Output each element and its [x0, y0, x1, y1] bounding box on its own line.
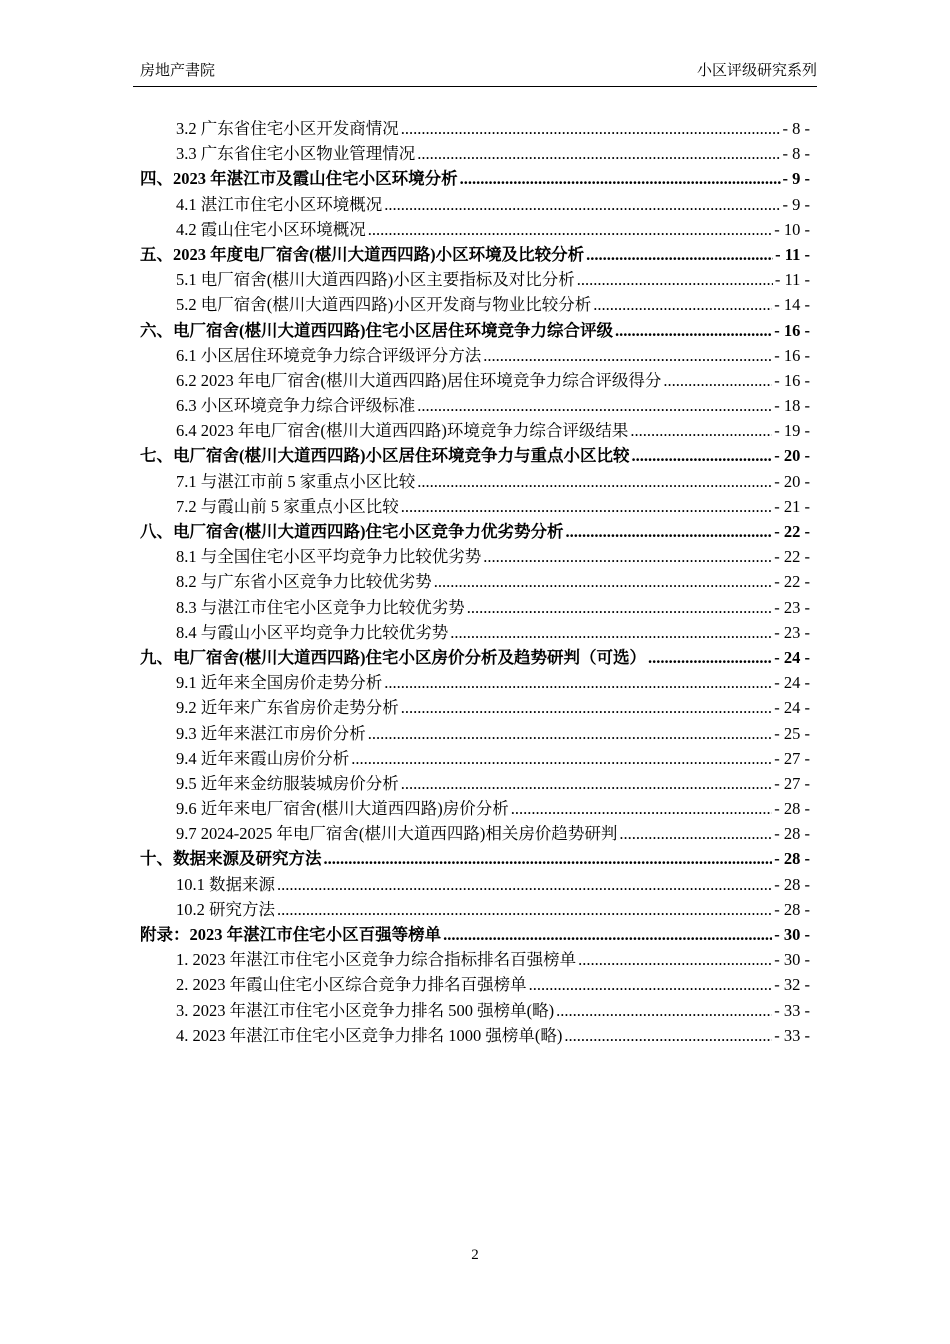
toc-dot-leader — [663, 368, 772, 393]
toc-entry[interactable] — [140, 569, 810, 594]
toc-entry-page: - 27 - — [774, 773, 810, 793]
toc-entry-text: 九、电厂宿舍(椹川大道西四路)住宅小区房价分析及趋势研判（可选） — [140, 647, 646, 667]
toc-dot-leader — [483, 343, 772, 368]
toc-entry[interactable] — [140, 544, 810, 569]
toc-entry-page: - 16 - — [774, 320, 810, 340]
toc-entry-text: 9.7 2024-2025 年电厂宿舍(椹川大道西四路)相关房价趋势研判 — [176, 824, 618, 844]
toc-dot-leader — [615, 318, 772, 343]
toc-entry-text: 9.5 近年来金纺服装城房价分析 — [176, 773, 399, 793]
toc-dot-leader — [460, 166, 781, 191]
toc-dot-leader — [401, 771, 773, 796]
toc-entry-page: - 33 - — [774, 1000, 810, 1020]
toc-entry[interactable] — [140, 242, 810, 267]
toc-entry-page: - 23 - — [774, 622, 810, 642]
toc-entry-text: 9.4 近年来霞山房价分析 — [176, 748, 350, 768]
toc-entry-page: - 24 - — [774, 698, 810, 718]
toc-entry-page: - 28 - — [774, 874, 810, 894]
toc-dot-leader — [511, 796, 773, 821]
toc-entry-text: 6.1 小区居住环境竞争力综合评级评分方法 — [176, 345, 482, 365]
toc-entry-text: 10.2 研究方法 — [176, 899, 275, 919]
toc-entry-text: 6.4 2023 年电厂宿舍(椹川大道西四路)环境竞争力综合评级结果 — [176, 421, 629, 441]
toc-entry-text: 3.2 广东省住宅小区开发商情况 — [176, 119, 399, 138]
toc — [140, 116, 810, 1048]
toc-dot-leader — [417, 141, 780, 166]
toc-dot-leader — [277, 872, 772, 897]
toc-entry-page: - 19 - — [774, 421, 810, 441]
footer-page-number: 2 — [471, 1247, 479, 1263]
toc-entry[interactable] — [140, 292, 810, 317]
toc-entry-page: - 8 - — [782, 144, 810, 164]
toc-dot-leader — [566, 519, 773, 544]
header-right-text: 小区评级研究系列 — [696, 63, 817, 79]
toc-entry-page: - 18 - — [774, 396, 810, 416]
toc-entry-page: - 8 - — [782, 119, 810, 138]
toc-entry-page: - 33 - — [774, 1025, 810, 1045]
toc-entry[interactable] — [140, 897, 810, 922]
toc-entry-text: 8.2 与广东省小区竞争力比较优劣势 — [176, 572, 432, 592]
toc-dot-leader — [384, 192, 780, 217]
page-footer — [0, 1247, 950, 1264]
toc-entry-text: 十、数据来源及研究方法 — [140, 849, 322, 869]
toc-dot-leader — [401, 494, 773, 519]
toc-entry-text: 2. 2023 年霞山住宅小区综合竞争力排名百强榜单 — [176, 975, 527, 995]
toc-entry[interactable] — [140, 998, 810, 1023]
toc-entry-page: - 21 - — [774, 496, 810, 516]
toc-entry-text: 八、电厂宿舍(椹川大道西四路)住宅小区竞争力优劣势分析 — [140, 522, 564, 541]
toc-dot-leader — [417, 393, 772, 418]
toc-entry-text: 1. 2023 年湛江市住宅小区竞争力综合指标排名百强榜单 — [176, 950, 577, 970]
toc-dot-leader — [401, 695, 773, 720]
toc-dot-leader — [450, 620, 772, 645]
toc-entry-text: 8.1 与全国住宅小区平均竞争力比较优劣势 — [176, 547, 482, 567]
toc-entry[interactable] — [140, 872, 810, 897]
toc-entry-text: 9.6 近年来电厂宿舍(椹川大道西四路)房价分析 — [176, 799, 509, 819]
toc-entry[interactable] — [140, 469, 810, 494]
toc-dot-leader — [401, 116, 781, 141]
toc-entry-page: - 22 - — [774, 522, 810, 541]
toc-entry[interactable] — [140, 972, 810, 997]
toc-entry-text: 4. 2023 年湛江市住宅小区竞争力排名 1000 强榜单(略) — [176, 1025, 563, 1045]
toc-entry-text: 七、电厂宿舍(椹川大道西四路)小区居住环境竞争力与重点小区比较 — [140, 446, 630, 466]
toc-entry[interactable] — [140, 846, 810, 871]
toc-entry-page: - 14 - — [774, 295, 810, 315]
toc-dot-leader — [443, 922, 772, 947]
toc-dot-leader — [277, 897, 772, 922]
toc-entry[interactable] — [140, 519, 810, 544]
toc-dot-leader — [467, 595, 773, 620]
toc-entry-text: 六、电厂宿舍(椹川大道西四路)住宅小区居住环境竞争力综合评级 — [140, 320, 613, 340]
toc-entry-text: 四、2023 年湛江市及霞山住宅小区环境分析 — [140, 169, 458, 189]
toc-entry[interactable] — [140, 418, 810, 443]
toc-dot-leader — [351, 746, 772, 771]
toc-entry-page: - 28 - — [774, 799, 810, 819]
toc-entry[interactable] — [140, 721, 810, 746]
toc-dot-leader — [593, 292, 772, 317]
toc-dot-leader — [630, 418, 772, 443]
toc-dot-leader — [577, 267, 773, 292]
toc-entry-text: 5.1 电厂宿舍(椹川大道西四路)小区主要指标及对比分析 — [176, 270, 575, 290]
page-header — [133, 60, 817, 87]
toc-entry-page: - 22 - — [774, 572, 810, 592]
toc-entry-text: 10.1 数据来源 — [176, 874, 275, 894]
toc-entry-text: 4.2 霞山住宅小区环境概况 — [176, 219, 366, 239]
toc-entry-text: 7.1 与湛江市前 5 家重点小区比较 — [176, 471, 416, 491]
toc-entry-text: 4.1 湛江市住宅小区环境概况 — [176, 194, 383, 214]
toc-entry-page: - 20 - — [774, 471, 810, 491]
toc-entry-text: 9.1 近年来全国房价走势分析 — [176, 673, 383, 693]
toc-entry-page: - 9 - — [782, 194, 810, 214]
toc-dot-leader — [578, 947, 772, 972]
toc-entry-text: 五、2023 年度电厂宿舍(椹川大道西四路)小区环境及比较分析 — [140, 244, 585, 264]
toc-entry[interactable] — [140, 695, 810, 720]
toc-entry-page: - 16 - — [774, 370, 810, 390]
toc-dot-leader — [529, 972, 773, 997]
toc-entry-text: 7.2 与霞山前 5 家重点小区比较 — [176, 496, 399, 516]
toc-entry-page: - 11 - — [775, 244, 810, 264]
toc-entry-page: - 22 - — [774, 547, 810, 567]
toc-entry[interactable] — [140, 771, 810, 796]
toc-entry-page: - 25 - — [774, 723, 810, 743]
header-left-text: 房地产書院 — [140, 63, 216, 79]
toc-entry-page: - 10 - — [774, 219, 810, 239]
toc-entry-page: - 28 - — [774, 849, 810, 869]
toc-entry-page: - 24 - — [774, 647, 810, 667]
toc-entry[interactable] — [140, 343, 810, 368]
toc-entry-text: 3. 2023 年湛江市住宅小区竞争力排名 500 强榜单(略) — [176, 1000, 555, 1020]
toc-entry[interactable] — [140, 166, 810, 191]
toc-entry[interactable] — [140, 821, 810, 846]
toc-entry-page: - 16 - — [774, 345, 810, 365]
toc-dot-leader — [556, 998, 772, 1023]
toc-entry[interactable] — [140, 922, 810, 947]
toc-entry-text: 9.2 近年来广东省房价走势分析 — [176, 698, 399, 718]
toc-entry[interactable] — [140, 267, 810, 292]
toc-entry-page: - 20 - — [774, 446, 810, 466]
toc-entry[interactable] — [140, 1023, 810, 1048]
toc-dot-leader — [483, 544, 772, 569]
toc-entry-text: 8.4 与霞山小区平均竞争力比较优劣势 — [176, 622, 449, 642]
toc-entry-text: 6.2 2023 年电厂宿舍(椹川大道西四路)居住环境竞争力综合评级得分 — [176, 370, 662, 390]
toc-entry[interactable] — [140, 947, 810, 972]
toc-entry[interactable] — [140, 645, 810, 670]
toc-entry[interactable] — [140, 141, 810, 166]
toc-entry-page: - 9 - — [782, 169, 810, 189]
toc-entry[interactable] — [140, 192, 810, 217]
toc-entry[interactable] — [140, 393, 810, 418]
toc-entry-page: - 11 - — [774, 270, 810, 290]
toc-dot-leader — [384, 670, 772, 695]
toc-entry-text: 附录：2023 年湛江市住宅小区百强等榜单 — [140, 925, 442, 944]
toc-dot-leader — [619, 821, 772, 846]
toc-dot-leader — [324, 846, 773, 871]
toc-entry-page: - 28 - — [774, 899, 810, 919]
toc-entry[interactable] — [140, 595, 810, 620]
toc-dot-leader — [434, 569, 773, 594]
toc-entry-text: 5.2 电厂宿舍(椹川大道西四路)小区开发商与物业比较分析 — [176, 295, 592, 315]
toc-entry[interactable] — [140, 670, 810, 695]
toc-entry-text: 9.3 近年来湛江市房价分析 — [176, 723, 366, 743]
toc-entry[interactable] — [140, 443, 810, 468]
toc-entry[interactable] — [140, 318, 810, 343]
toc-entry-page: - 27 - — [774, 748, 810, 768]
toc-dot-leader — [648, 645, 772, 670]
toc-entry-page: - 30 - — [774, 925, 810, 944]
toc-entry[interactable] — [140, 796, 810, 821]
toc-entry[interactable] — [140, 217, 810, 242]
toc-entry[interactable] — [140, 368, 810, 393]
toc-entry[interactable] — [140, 116, 810, 141]
toc-dot-leader — [417, 469, 772, 494]
toc-entry-page: - 24 - — [774, 673, 810, 693]
toc-dot-leader — [586, 242, 773, 267]
toc-entry[interactable] — [140, 746, 810, 771]
toc-dot-leader — [368, 217, 773, 242]
toc-entry-text: 3.3 广东省住宅小区物业管理情况 — [176, 144, 416, 164]
toc-entry-page: - 23 - — [774, 597, 810, 617]
toc-entry-page: - 28 - — [774, 824, 810, 844]
toc-entry[interactable] — [140, 494, 810, 519]
toc-dot-leader — [368, 721, 773, 746]
toc-entry-page: - 30 - — [774, 950, 810, 970]
toc-entry-page: - 32 - — [774, 975, 810, 995]
toc-entry[interactable] — [140, 620, 810, 645]
toc-dot-leader — [564, 1023, 772, 1048]
toc-dot-leader — [632, 443, 773, 468]
toc-entry-text: 8.3 与湛江市住宅小区竞争力比较优劣势 — [176, 597, 465, 617]
toc-entry-text: 6.3 小区环境竞争力综合评级标准 — [176, 396, 416, 416]
